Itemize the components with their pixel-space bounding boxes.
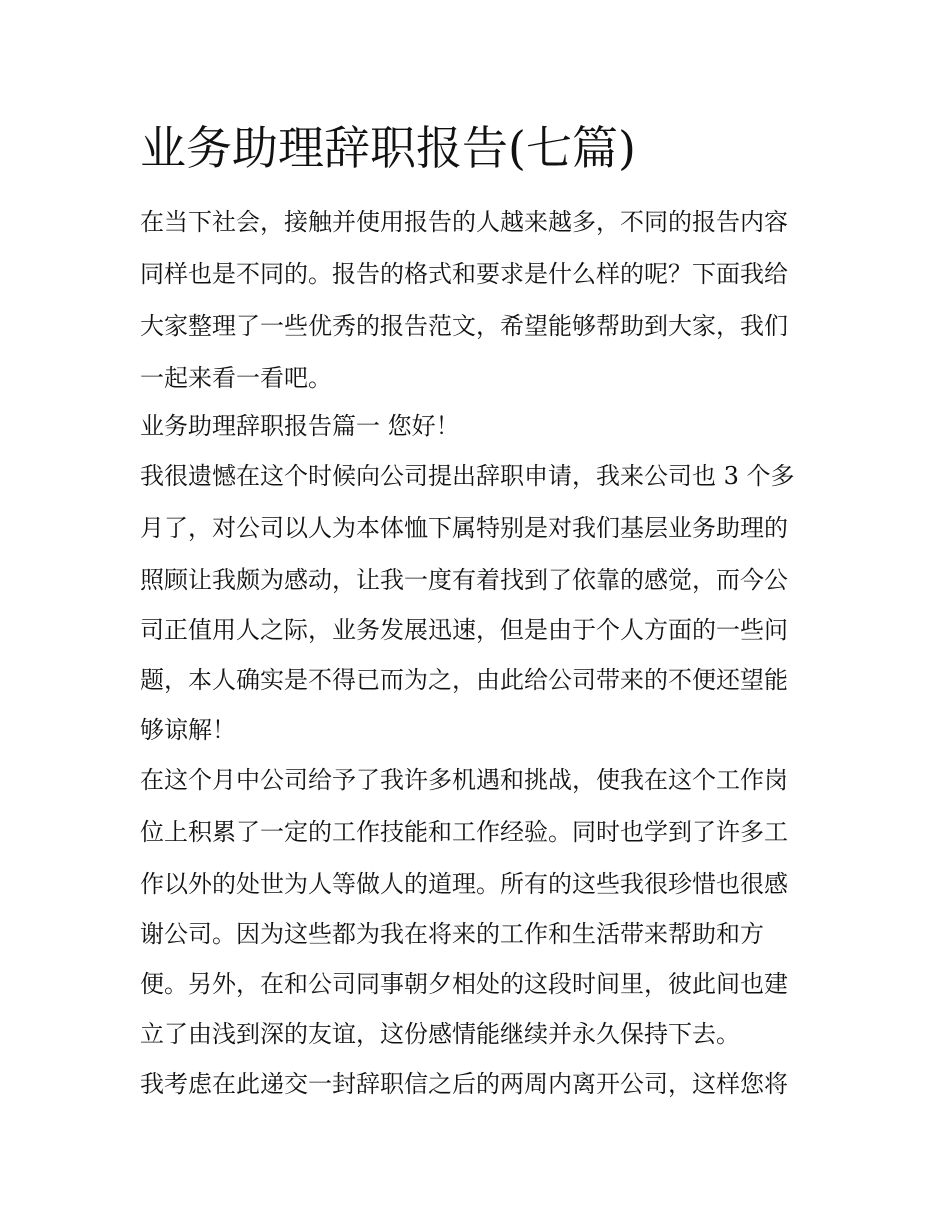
paragraph-line: 我考虑在此递交一封辞职信之后的两周内离开公司，这样您将 [140,1070,788,1098]
paragraph-line: 月了，对公司以人为本体恤下属特别是对我们基层业务助理的 [140,514,788,542]
paragraph-line: 在这个月中公司给予了我许多机遇和挑战，使我在这个工作岗 [140,766,788,794]
paragraph-line: 同样也是不同的。报告的格式和要求是什么样的呢？下面我给 [140,260,788,288]
paragraph-line: 我很遗憾在这个时候向公司提出辞职申请，我来公司也 3 个多 [140,462,795,490]
paragraph-line: 便。另外，在和公司同事朝夕相处的这段时间里，彼此间也建 [140,970,788,998]
document-title: 业务助理辞职报告(七篇) [140,121,636,175]
paragraph-line: 谢公司。因为这些都为我在将来的工作和生活带来帮助和方 [140,920,764,948]
paragraph-line: 作以外的处世为人等做人的道理。所有的这些我很珍惜也很感 [140,870,788,898]
paragraph-line: 位上积累了一定的工作技能和工作经验。同时也学到了许多工 [140,818,788,846]
paragraph-line: 照顾让我颇为感动，让我一度有着找到了依靠的感觉，而今公 [140,566,788,594]
paragraph-line: 司正值用人之际，业务发展迅速，但是由于个人方面的一些问 [140,616,788,644]
paragraph-line: 大家整理了一些优秀的报告范文，希望能够帮助到大家，我们 [140,312,788,340]
paragraph-line: 够谅解！ [140,716,236,744]
paragraph-line: 立了由浅到深的友谊，这份感情能继续并永久保持下去。 [140,1020,740,1048]
paragraph-line: 一起来看一看吧。 [140,364,332,392]
paragraph-line: 在当下社会，接触并使用报告的人越来越多，不同的报告内容 [140,208,788,236]
paragraph-line: 题，本人确实是不得已而为之，由此给公司带来的不便还望能 [140,666,788,694]
section-heading: 业务助理辞职报告篇一 您好！ [140,412,460,440]
